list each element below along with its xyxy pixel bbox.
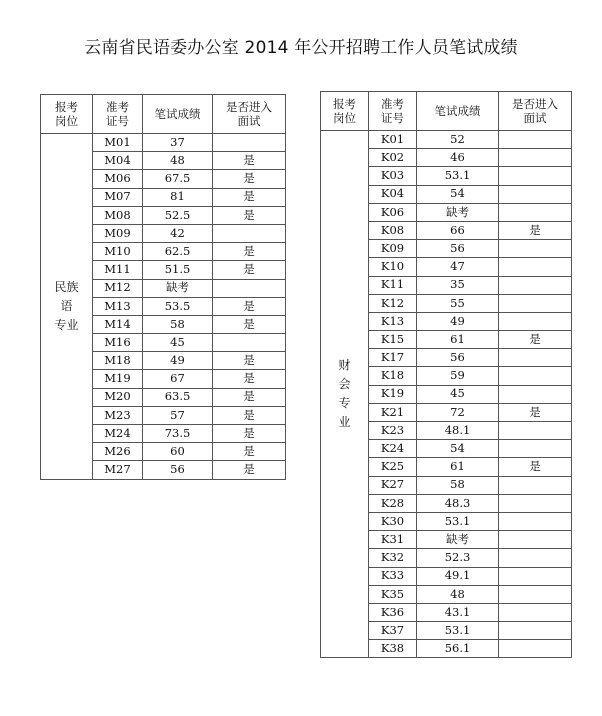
id-cell: K17 <box>369 349 417 367</box>
score-cell: 54 <box>417 440 499 458</box>
id-cell: K31 <box>369 531 417 549</box>
id-cell: M19 <box>93 370 143 388</box>
id-cell: K24 <box>369 440 417 458</box>
score-cell: 55 <box>417 294 499 312</box>
interview-cell <box>499 240 572 258</box>
interview-cell <box>499 131 572 149</box>
header-interview: 是否进入 面试 <box>213 95 286 134</box>
interview-cell <box>499 494 572 512</box>
score-cell: 53.1 <box>417 622 499 640</box>
interview-cell: 是 <box>213 425 286 443</box>
header-interview: 是否进入 面试 <box>499 92 572 131</box>
header-post: 报考 岗位 <box>321 92 369 131</box>
header-post: 报考 岗位 <box>41 95 93 134</box>
id-cell: K25 <box>369 458 417 476</box>
id-cell: K35 <box>369 585 417 603</box>
interview-cell: 是 <box>499 403 572 421</box>
id-cell: M14 <box>93 315 143 333</box>
interview-cell: 是 <box>213 297 286 315</box>
id-cell: K18 <box>369 367 417 385</box>
interview-cell <box>499 349 572 367</box>
page-title: 云南省民语委办公室 2014 年公开招聘工作人员笔试成绩 <box>84 38 518 58</box>
interview-cell <box>499 622 572 640</box>
score-cell: 53.5 <box>143 297 213 315</box>
score-cell: 45 <box>143 334 213 352</box>
score-cell: 59 <box>417 367 499 385</box>
interview-cell: 是 <box>213 461 286 479</box>
score-cell: 48 <box>143 152 213 170</box>
id-cell: K12 <box>369 294 417 312</box>
interview-cell <box>499 640 572 658</box>
id-cell: M10 <box>93 243 143 261</box>
interview-cell <box>499 367 572 385</box>
id-cell: M08 <box>93 206 143 224</box>
interview-cell <box>499 294 572 312</box>
score-cell: 43.1 <box>417 603 499 621</box>
post-cell: 财 会 专 业 <box>321 131 369 658</box>
interview-cell: 是 <box>213 170 286 188</box>
score-cell: 58 <box>417 476 499 494</box>
score-cell: 66 <box>417 221 499 239</box>
id-cell: M18 <box>93 352 143 370</box>
score-cell: 54 <box>417 185 499 203</box>
interview-cell <box>499 312 572 330</box>
interview-cell: 是 <box>499 221 572 239</box>
score-cell: 56.1 <box>417 640 499 658</box>
id-cell: M27 <box>93 461 143 479</box>
id-cell: K19 <box>369 385 417 403</box>
score-cell: 51.5 <box>143 261 213 279</box>
accounting-score-table <box>320 91 572 658</box>
score-cell: 56 <box>417 349 499 367</box>
score-cell: 48 <box>417 585 499 603</box>
score-cell: 67 <box>143 370 213 388</box>
score-cell: 48.3 <box>417 494 499 512</box>
interview-cell: 是 <box>499 458 572 476</box>
score-cell: 60 <box>143 443 213 461</box>
score-cell: 57 <box>143 406 213 424</box>
id-cell: M11 <box>93 261 143 279</box>
id-cell: M09 <box>93 224 143 242</box>
id-cell: K37 <box>369 622 417 640</box>
interview-cell <box>499 385 572 403</box>
interview-cell: 是 <box>213 206 286 224</box>
id-cell: K13 <box>369 312 417 330</box>
score-cell: 52 <box>417 131 499 149</box>
score-cell: 72 <box>417 403 499 421</box>
score-cell: 48.1 <box>417 422 499 440</box>
id-cell: K09 <box>369 240 417 258</box>
id-cell: M26 <box>93 443 143 461</box>
score-cell: 缺考 <box>417 203 499 221</box>
interview-cell <box>499 531 572 549</box>
score-cell: 缺考 <box>143 279 213 297</box>
score-cell: 56 <box>143 461 213 479</box>
interview-cell <box>499 603 572 621</box>
table-header-row <box>41 95 286 134</box>
post-cell: 民族 语 专业 <box>41 134 93 480</box>
id-cell: K23 <box>369 422 417 440</box>
id-cell: K11 <box>369 276 417 294</box>
id-cell: M16 <box>93 334 143 352</box>
ethnic-language-score-table <box>40 94 286 480</box>
interview-cell: 是 <box>213 370 286 388</box>
score-cell: 37 <box>143 134 213 152</box>
interview-cell <box>213 134 286 152</box>
interview-cell: 是 <box>213 388 286 406</box>
interview-cell <box>499 203 572 221</box>
id-cell: M07 <box>93 188 143 206</box>
score-cell: 62.5 <box>143 243 213 261</box>
header-score: 笔试成绩 <box>417 92 499 131</box>
id-cell: K15 <box>369 331 417 349</box>
interview-cell <box>499 422 572 440</box>
interview-cell: 是 <box>213 406 286 424</box>
score-cell: 61 <box>417 331 499 349</box>
score-cell: 73.5 <box>143 425 213 443</box>
table-header-row <box>321 92 572 131</box>
score-cell: 53.1 <box>417 512 499 530</box>
id-cell: K08 <box>369 221 417 239</box>
interview-cell: 是 <box>499 331 572 349</box>
score-cell: 61 <box>417 458 499 476</box>
id-cell: M24 <box>93 425 143 443</box>
interview-cell: 是 <box>213 315 286 333</box>
interview-cell: 是 <box>213 188 286 206</box>
id-cell: K06 <box>369 203 417 221</box>
score-cell: 缺考 <box>417 531 499 549</box>
interview-cell <box>213 224 286 242</box>
score-cell: 52.3 <box>417 549 499 567</box>
score-cell: 49 <box>417 312 499 330</box>
interview-cell: 是 <box>213 352 286 370</box>
interview-cell: 是 <box>213 152 286 170</box>
interview-cell <box>499 549 572 567</box>
id-cell: M23 <box>93 406 143 424</box>
interview-cell <box>499 276 572 294</box>
score-cell: 58 <box>143 315 213 333</box>
score-cell: 67.5 <box>143 170 213 188</box>
interview-cell <box>499 167 572 185</box>
score-cell: 53.1 <box>417 167 499 185</box>
score-cell: 46 <box>417 149 499 167</box>
header-score: 笔试成绩 <box>143 95 213 134</box>
id-cell: K38 <box>369 640 417 658</box>
interview-cell <box>499 567 572 585</box>
id-cell: K33 <box>369 567 417 585</box>
id-cell: K10 <box>369 258 417 276</box>
header-id: 准考 证号 <box>93 95 143 134</box>
score-cell: 56 <box>417 240 499 258</box>
id-cell: K21 <box>369 403 417 421</box>
score-cell: 49.1 <box>417 567 499 585</box>
table-row <box>41 134 286 152</box>
score-cell: 47 <box>417 258 499 276</box>
interview-cell: 是 <box>213 243 286 261</box>
score-cell: 42 <box>143 224 213 242</box>
score-cell: 49 <box>143 352 213 370</box>
interview-cell <box>499 185 572 203</box>
score-cell: 52.5 <box>143 206 213 224</box>
id-cell: M12 <box>93 279 143 297</box>
interview-cell <box>499 149 572 167</box>
id-cell: M04 <box>93 152 143 170</box>
id-cell: K04 <box>369 185 417 203</box>
id-cell: K30 <box>369 512 417 530</box>
interview-cell <box>499 476 572 494</box>
interview-cell <box>213 334 286 352</box>
id-cell: M20 <box>93 388 143 406</box>
table-row <box>321 131 572 149</box>
interview-cell <box>499 512 572 530</box>
id-cell: K27 <box>369 476 417 494</box>
id-cell: K02 <box>369 149 417 167</box>
header-id: 准考 证号 <box>369 92 417 131</box>
interview-cell <box>499 440 572 458</box>
score-cell: 81 <box>143 188 213 206</box>
id-cell: K01 <box>369 131 417 149</box>
id-cell: M01 <box>93 134 143 152</box>
interview-cell <box>499 258 572 276</box>
score-cell: 45 <box>417 385 499 403</box>
score-cell: 35 <box>417 276 499 294</box>
interview-cell: 是 <box>213 443 286 461</box>
id-cell: M13 <box>93 297 143 315</box>
interview-cell: 是 <box>213 261 286 279</box>
interview-cell <box>499 585 572 603</box>
id-cell: K36 <box>369 603 417 621</box>
id-cell: K03 <box>369 167 417 185</box>
id-cell: K32 <box>369 549 417 567</box>
interview-cell <box>213 279 286 297</box>
id-cell: M06 <box>93 170 143 188</box>
score-cell: 63.5 <box>143 388 213 406</box>
id-cell: K28 <box>369 494 417 512</box>
